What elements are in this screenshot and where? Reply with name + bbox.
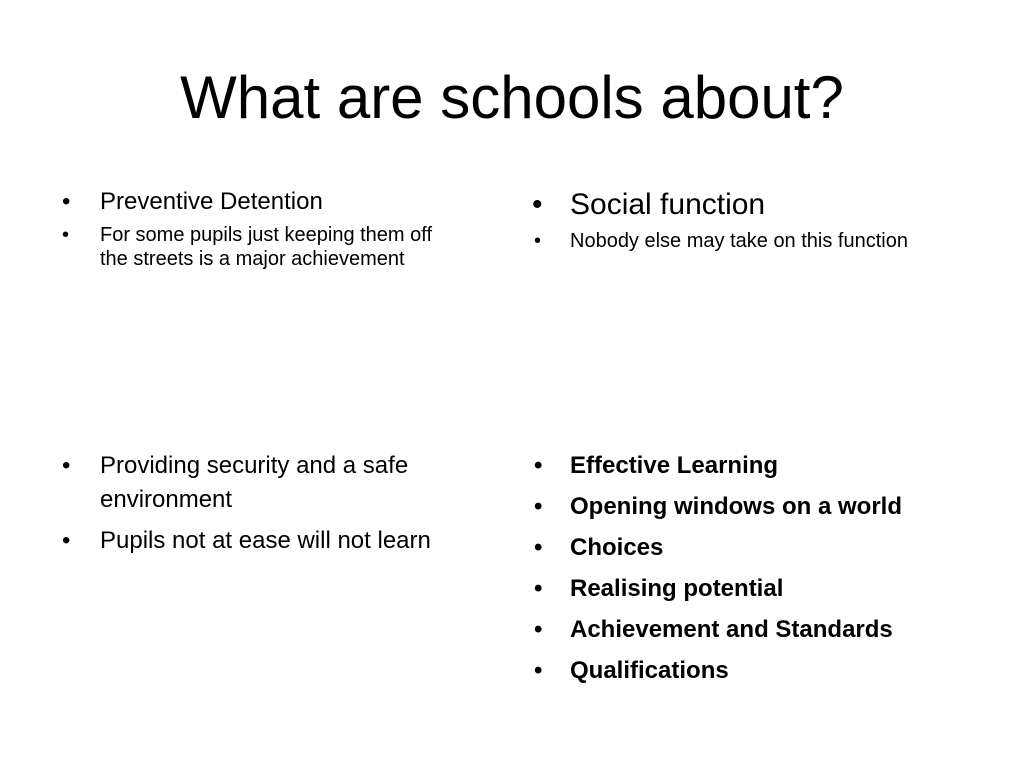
list-item (60, 185, 460, 219)
list-item-text: Pupils not at ease will not learn (100, 527, 431, 554)
bullet-icon: • (534, 230, 542, 252)
list-item-text: Preventive Detention (100, 188, 323, 215)
list-item (532, 572, 992, 606)
list-item-text: Providing security and a safe environment (100, 452, 409, 513)
list-item-text: Realising potential (570, 575, 784, 602)
slide-title: What are schools about? (180, 64, 844, 131)
list-item-text: Qualifications (570, 657, 729, 684)
list-item (532, 531, 992, 565)
bullet-icon: • (534, 616, 543, 643)
bottom-right-text-box (532, 449, 992, 695)
top-right-text-box (532, 185, 992, 253)
bullet-icon: • (534, 575, 543, 602)
list-item (532, 185, 992, 225)
list-item-text: Opening windows on a world (570, 493, 902, 520)
bullet-list (532, 185, 992, 253)
list-item (532, 449, 992, 483)
bullet-icon: • (62, 527, 71, 554)
bullet-list (532, 449, 992, 688)
list-item-text: For some pupils just keeping them off the streets is a major achievement (100, 224, 433, 270)
top-left-text-box (60, 185, 460, 271)
list-item (532, 654, 992, 688)
list-item-text: Social function (570, 188, 766, 221)
bullet-icon: • (534, 452, 543, 479)
bullet-icon: • (534, 534, 543, 561)
list-item-text: Effective Learning (570, 452, 779, 479)
list-item (60, 449, 500, 517)
bullet-icon: • (62, 224, 70, 246)
bullet-icon: • (532, 188, 543, 221)
bullet-icon: • (62, 452, 71, 479)
bullet-icon: • (534, 657, 543, 684)
list-item (532, 613, 992, 647)
list-item-text: Choices (570, 534, 664, 561)
list-item (60, 223, 460, 271)
list-item (532, 490, 992, 524)
bottom-left-text-box (60, 449, 500, 565)
list-item (532, 229, 992, 253)
bullet-list (60, 449, 500, 558)
list-item-text: Nobody else may take on this function (570, 230, 908, 252)
bullet-list (60, 185, 460, 271)
list-item-text: Achievement and Standards (570, 616, 893, 643)
list-item (60, 524, 500, 558)
bullet-icon: • (534, 493, 543, 520)
bullet-icon: • (62, 188, 71, 215)
